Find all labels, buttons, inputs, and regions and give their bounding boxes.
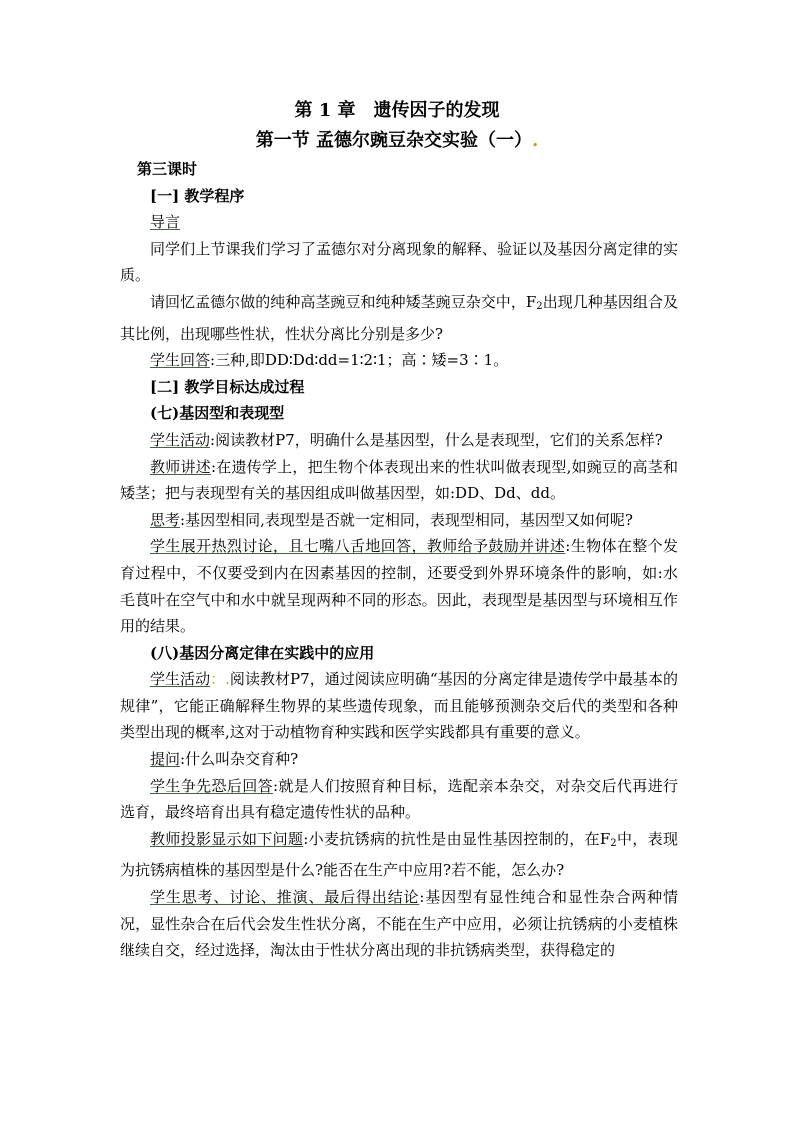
intro-label-line xyxy=(120,209,678,236)
sec7-discuss-label: 学生展开热烈讨论，且七嘴八舌地回答，教师给予鼓励并讲述 xyxy=(150,537,566,556)
sec7-teacher-paragraph: 教师讲述:在遗传学上，把生物个体表现出来的性状叫做表现型,如豌豆的高茎和矮茎；把与表现型有关的基因组成叫做基因型，如:DD、Dd、dd。 xyxy=(120,457,678,503)
lesson-heading: 第三课时 xyxy=(137,160,198,178)
title-dot-mark: . xyxy=(531,130,539,151)
sec7-activity-paragraph: 学生活动:阅读教材P7，明确什么是基因型，什么是表现型，它们的关系怎样? xyxy=(150,430,663,449)
chapter-title: 第 1 章 遗传因子的发现 xyxy=(294,100,500,121)
intro-label: 导言 xyxy=(150,213,181,232)
sec8-projection-paragraph: 教师投影显示如下问题:小麦抗锈病的抗性是由显性基因控制的，在$F_2$中，表现为抗锈病植株的基因型是什么?能否在生产中应用?若不能，怎么办? xyxy=(120,829,678,880)
sec7-teacher-label: 教师讲述 xyxy=(150,457,211,476)
section8-heading: (八)基因分离定律在实践中的应用 xyxy=(150,643,375,662)
part1-heading: [一] 教学程序 xyxy=(150,186,245,205)
section7-heading: (七)基因型和表现型 xyxy=(150,404,285,423)
sec7-discuss-paragraph: 学生展开热烈讨论，且七嘴八舌地回答，教师给予鼓励并讲述:生物体在整个发育过程中，不仅要受到内在因素基因的控制，还要受到外界环境条件的影响，如:水毛茛叶在空气中和水中就呈现两种不同的形态。因此，表现型是基因型与环境相互作用的结果。 xyxy=(120,537,678,636)
sec8-conclusion-paragraph: 学生思考、讨论、推演、最后得出结论:基因型有显性纯合和显性杂合两种情况，显性杂合在后代会发生性状分离，不能在生产中应用，必须让抗锈病的小麦植株继续自交，经过选择，淘汰由于性状分离出现的非抗锈病类型，获得稳定的 xyxy=(120,888,678,960)
sec8-activity-label: 学生活动 xyxy=(150,670,211,689)
sec8-question-paragraph: 提问:什么叫杂交育种? xyxy=(150,750,299,769)
student-answer-label: 学生回答 xyxy=(150,351,211,370)
document-body xyxy=(120,156,678,964)
sec7-activity-label: 学生活动 xyxy=(150,430,211,449)
sec8-question-label: 提问 xyxy=(150,750,181,769)
sec7-think-paragraph: 思考:基因型相同,表现型是否就一定相同，表现型相同，基因型又如何呢? xyxy=(150,510,633,529)
intro-paragraph: 同学们上节课我们学习了孟德尔对分离现象的解释、验证以及基因分离定律的实质。 xyxy=(120,239,678,285)
sec8-conclusion-label: 学生思考、讨论、推演、最后得出结论 xyxy=(150,888,420,907)
sec8-activity-paragraph: 学生活动：.阅读教材P7，通过阅读应明确“基因的分离定律是遗传学中最基本的规律”，它能正确解释生物界的某些遗传现象，而且能够预测杂交后代的类型和各种类型出现的概率,这对于动植物育种实践和医学实践都具有重要的意义。 xyxy=(120,670,678,742)
sec7-think-label: 思考 xyxy=(150,510,181,529)
student-answer-paragraph: 学生回答:三种,即DD∶Dd∶dd=1∶2∶1；高∶矮=3∶1。 xyxy=(150,351,509,370)
recall-paragraph: 请回忆孟德尔做的纯种高茎豌豆和纯种矮茎豌豆杂交中，$F_2$出现几种基因组合及其比例，出现哪些性状，性状分离比分别是多少? xyxy=(120,292,678,343)
part2-heading: [二] 教学目标达成过程 xyxy=(150,377,305,396)
sec8-answer-paragraph: 学生争先恐后回答:就是人们按照育种目标，选配亲本杂交，对杂交后代再进行选育，最终培育出具有稳定遗传性状的品种。 xyxy=(120,776,678,822)
sec8-projection-label: 教师投影显示如下问题 xyxy=(150,829,304,848)
sec8-answer-label: 学生争先恐后回答 xyxy=(150,776,274,795)
section-title: 第一节 孟德尔豌豆杂交实验（一）. xyxy=(255,130,539,151)
